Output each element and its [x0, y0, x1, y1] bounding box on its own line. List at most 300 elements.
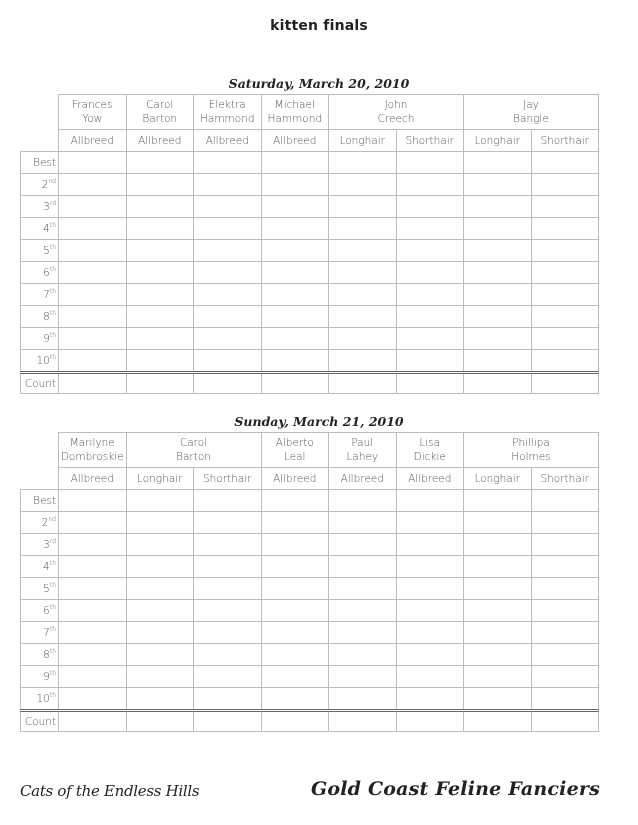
entry-cell[interactable] — [194, 688, 262, 711]
placement-number: 9 — [43, 332, 50, 345]
entry-cell[interactable] — [531, 284, 599, 306]
judge-last-name: Barton — [176, 451, 211, 463]
entry-cell[interactable] — [261, 644, 329, 666]
entry-cell[interactable] — [329, 262, 397, 284]
ring-type: Shorthair — [396, 130, 464, 152]
entry-cell[interactable] — [329, 218, 397, 240]
entry-cell[interactable] — [194, 262, 262, 284]
entry-cell[interactable] — [329, 490, 397, 512]
judge-first-name: Elektra — [208, 99, 246, 111]
entry-cell[interactable] — [194, 622, 262, 644]
entry-cell[interactable] — [59, 196, 127, 218]
judge-last-name: Dombroskie — [60, 451, 124, 463]
entry-cell[interactable] — [531, 306, 599, 328]
judge-last-name: Leal — [284, 451, 306, 463]
placement-row — [21, 578, 599, 600]
placement-row — [21, 306, 599, 328]
placement-label — [21, 152, 59, 174]
entry-cell[interactable] — [59, 688, 127, 711]
saturday-heading: Saturday, March 20, 2010 — [228, 76, 410, 91]
placement-label — [21, 350, 59, 373]
placement-row — [21, 218, 599, 240]
placement-label — [21, 218, 59, 240]
entry-cell[interactable] — [126, 196, 194, 218]
entry-cell[interactable] — [261, 284, 329, 306]
count-cell[interactable] — [531, 373, 599, 394]
entry-cell[interactable] — [329, 666, 397, 688]
judge-last-name: Creech — [377, 113, 415, 125]
count-cell[interactable] — [531, 711, 599, 732]
entry-cell[interactable] — [464, 644, 532, 666]
entry-cell[interactable] — [329, 644, 397, 666]
judge-name — [126, 433, 261, 468]
placement-row — [21, 622, 599, 644]
entry-cell[interactable] — [194, 578, 262, 600]
entry-cell[interactable] — [59, 644, 127, 666]
entry-cell[interactable] — [126, 644, 194, 666]
count-cell[interactable] — [126, 711, 194, 732]
entry-cell[interactable] — [59, 174, 127, 196]
entry-cell[interactable] — [261, 622, 329, 644]
entry-cell[interactable] — [531, 688, 599, 711]
placement-suffix: nd — [48, 515, 56, 523]
entry-cell[interactable] — [396, 152, 464, 174]
placement-label — [21, 512, 59, 534]
entry-cell[interactable] — [126, 240, 194, 262]
count-cell[interactable] — [464, 373, 532, 394]
placement-suffix: th — [49, 691, 56, 699]
entry-cell[interactable] — [464, 490, 532, 512]
entry-cell[interactable] — [464, 152, 532, 174]
judge-first-name: Carol — [179, 437, 208, 449]
count-cell[interactable] — [194, 711, 262, 732]
entry-cell[interactable] — [126, 306, 194, 328]
entry-cell[interactable] — [261, 240, 329, 262]
entry-cell[interactable] — [59, 240, 127, 262]
placement-suffix: th — [49, 309, 56, 317]
count-cell[interactable] — [261, 373, 329, 394]
entry-cell[interactable] — [59, 534, 127, 556]
entry-cell[interactable] — [464, 350, 532, 373]
sunday-table — [20, 432, 599, 732]
entry-cell[interactable] — [396, 600, 464, 622]
placement-label — [21, 174, 59, 196]
page-title: kitten finals — [270, 18, 368, 34]
judge-name — [464, 95, 599, 130]
placement-suffix: th — [49, 265, 56, 273]
entry-cell[interactable] — [194, 174, 262, 196]
entry-cell[interactable] — [194, 284, 262, 306]
entry-cell[interactable] — [261, 174, 329, 196]
entry-cell[interactable] — [464, 306, 532, 328]
entry-cell[interactable] — [464, 196, 532, 218]
entry-cell[interactable] — [59, 622, 127, 644]
count-cell[interactable] — [261, 711, 329, 732]
table-body — [21, 433, 599, 732]
entry-cell[interactable] — [531, 534, 599, 556]
saturday-table — [20, 94, 599, 394]
entry-cell[interactable] — [261, 350, 329, 373]
placement-number: Best — [33, 494, 56, 507]
placement-row — [21, 152, 599, 174]
count-cell[interactable] — [194, 373, 262, 394]
entry-cell[interactable] — [531, 578, 599, 600]
placement-number: 7 — [43, 288, 50, 301]
entry-cell[interactable] — [396, 534, 464, 556]
entry-cell[interactable] — [261, 490, 329, 512]
placement-number: 2 — [41, 178, 49, 191]
entry-cell[interactable] — [464, 240, 532, 262]
entry-cell[interactable] — [464, 578, 532, 600]
entry-cell[interactable] — [329, 174, 397, 196]
entry-cell[interactable] — [329, 512, 397, 534]
entry-cell[interactable] — [396, 284, 464, 306]
entry-cell[interactable] — [396, 196, 464, 218]
ring-type: Allbreed — [261, 468, 329, 490]
entry-cell[interactable] — [531, 174, 599, 196]
entry-cell[interactable] — [464, 328, 532, 350]
entry-cell[interactable] — [396, 666, 464, 688]
entry-cell[interactable] — [194, 218, 262, 240]
placement-row — [21, 666, 599, 688]
entry-cell[interactable] — [531, 556, 599, 578]
entry-cell[interactable] — [261, 666, 329, 688]
judge-last-name: Hammond — [267, 113, 323, 125]
placement-row — [21, 328, 599, 350]
placement-row — [21, 534, 599, 556]
placement-label — [21, 196, 59, 218]
judge-first-name: Alberto — [275, 437, 314, 449]
entry-cell[interactable] — [126, 490, 194, 512]
judge-last-name: Holmes — [511, 451, 551, 463]
placement-number: 9 — [43, 670, 50, 683]
entry-cell[interactable] — [194, 644, 262, 666]
ring-type-row — [21, 468, 599, 490]
entry-cell[interactable] — [464, 666, 532, 688]
count-cell[interactable] — [464, 711, 532, 732]
placement-suffix: th — [49, 243, 56, 251]
entry-cell[interactable] — [329, 600, 397, 622]
entry-cell[interactable] — [396, 622, 464, 644]
ring-type: Allbreed — [194, 130, 262, 152]
entry-cell[interactable] — [396, 240, 464, 262]
entry-cell[interactable] — [464, 512, 532, 534]
judge-name — [126, 95, 194, 130]
entry-cell[interactable] — [464, 534, 532, 556]
placement-suffix: th — [49, 669, 56, 677]
placement-label — [21, 534, 59, 556]
judge-name — [329, 433, 397, 468]
placement-number: 7 — [43, 626, 50, 639]
judge-first-name: Michael — [274, 99, 315, 111]
ring-type: Longhair — [464, 130, 532, 152]
entry-cell[interactable] — [396, 512, 464, 534]
entry-cell[interactable] — [126, 174, 194, 196]
entry-cell[interactable] — [531, 512, 599, 534]
count-cell[interactable] — [59, 711, 127, 732]
placement-number: 6 — [43, 604, 50, 617]
count-cell[interactable] — [126, 373, 194, 394]
count-cell[interactable] — [59, 373, 127, 394]
entry-cell[interactable] — [396, 218, 464, 240]
entry-cell[interactable] — [126, 512, 194, 534]
entry-cell[interactable] — [464, 174, 532, 196]
corner-cell — [21, 468, 59, 490]
entry-cell[interactable] — [531, 262, 599, 284]
placement-label — [21, 688, 59, 711]
entry-cell[interactable] — [329, 578, 397, 600]
placement-suffix: nd — [48, 177, 56, 185]
entry-cell[interactable] — [464, 556, 532, 578]
entry-cell[interactable] — [194, 534, 262, 556]
ring-type: Allbreed — [396, 468, 464, 490]
entry-cell[interactable] — [194, 306, 262, 328]
entry-cell[interactable] — [261, 306, 329, 328]
count-cell[interactable] — [329, 711, 397, 732]
entry-cell[interactable] — [261, 578, 329, 600]
placement-number: 5 — [43, 244, 50, 257]
placement-row — [21, 556, 599, 578]
entry-cell[interactable] — [396, 556, 464, 578]
entry-cell[interactable] — [194, 556, 262, 578]
count-cell[interactable] — [329, 373, 397, 394]
entry-cell[interactable] — [59, 490, 127, 512]
judge-first-name: Lisa — [419, 437, 441, 449]
entry-cell[interactable] — [531, 350, 599, 373]
entry-cell[interactable] — [194, 240, 262, 262]
entry-cell[interactable] — [194, 350, 262, 373]
entry-cell[interactable] — [464, 218, 532, 240]
count-row — [21, 373, 599, 394]
judge-last-name: Yow — [82, 113, 103, 125]
entry-cell[interactable] — [396, 262, 464, 284]
placement-number: Best — [33, 156, 56, 169]
entry-cell[interactable] — [261, 152, 329, 174]
entry-cell[interactable] — [531, 666, 599, 688]
entry-cell[interactable] — [59, 306, 127, 328]
entry-cell[interactable] — [396, 578, 464, 600]
entry-cell[interactable] — [531, 328, 599, 350]
ring-type: Shorthair — [194, 468, 262, 490]
placement-label — [21, 262, 59, 284]
entry-cell[interactable] — [329, 240, 397, 262]
ring-type-row — [21, 130, 599, 152]
entry-cell[interactable] — [126, 328, 194, 350]
placement-suffix: th — [49, 625, 56, 633]
entry-cell[interactable] — [531, 196, 599, 218]
entry-cell[interactable] — [464, 688, 532, 711]
placement-number: 10 — [36, 354, 50, 367]
entry-cell[interactable] — [531, 218, 599, 240]
entry-cell[interactable] — [261, 218, 329, 240]
entry-cell[interactable] — [464, 622, 532, 644]
judge-first-name: Frances — [72, 99, 113, 111]
judge-first-name: Phillipa — [512, 437, 550, 449]
entry-cell[interactable] — [329, 328, 397, 350]
placement-label — [21, 666, 59, 688]
entry-cell[interactable] — [59, 600, 127, 622]
entry-cell[interactable] — [396, 490, 464, 512]
entry-cell[interactable] — [329, 350, 397, 373]
placement-row — [21, 174, 599, 196]
placement-number: 2 — [41, 516, 49, 529]
judge-last-name: Dickie — [413, 451, 446, 463]
judge-first-name: Jay — [523, 99, 539, 111]
judge-last-name: Hammond — [199, 113, 255, 125]
placement-suffix: th — [49, 287, 56, 295]
judge-name — [194, 95, 262, 130]
entry-cell[interactable] — [194, 490, 262, 512]
ring-type: Longhair — [464, 468, 532, 490]
entry-cell[interactable] — [59, 556, 127, 578]
entry-cell[interactable] — [126, 152, 194, 174]
entry-cell[interactable] — [396, 174, 464, 196]
entry-cell[interactable] — [126, 688, 194, 711]
judge-name — [396, 433, 464, 468]
judge-last-name: Lahey — [346, 451, 379, 463]
entry-cell[interactable] — [194, 328, 262, 350]
ring-type: Allbreed — [59, 468, 127, 490]
sunday-heading: Sunday, March 21, 2010 — [234, 414, 404, 429]
judge-name — [59, 433, 127, 468]
entry-cell[interactable] — [126, 350, 194, 373]
placement-row — [21, 688, 599, 711]
placement-number: 4 — [43, 222, 50, 235]
entry-cell[interactable] — [329, 534, 397, 556]
placement-label — [21, 284, 59, 306]
entry-cell[interactable] — [126, 262, 194, 284]
placement-suffix: th — [49, 581, 56, 589]
entry-cell[interactable] — [194, 666, 262, 688]
entry-cell[interactable] — [126, 284, 194, 306]
entry-cell[interactable] — [126, 666, 194, 688]
entry-cell[interactable] — [194, 512, 262, 534]
placement-row — [21, 512, 599, 534]
entry-cell[interactable] — [329, 688, 397, 711]
entry-cell[interactable] — [126, 556, 194, 578]
judge-row — [21, 433, 599, 468]
entry-cell[interactable] — [531, 152, 599, 174]
entry-cell[interactable] — [261, 600, 329, 622]
entry-cell[interactable] — [194, 196, 262, 218]
placement-number: 5 — [43, 582, 50, 595]
entry-cell[interactable] — [329, 152, 397, 174]
placement-number: 8 — [43, 310, 50, 323]
entry-cell[interactable] — [261, 688, 329, 711]
entry-cell[interactable] — [126, 622, 194, 644]
entry-cell[interactable] — [59, 328, 127, 350]
entry-cell[interactable] — [531, 490, 599, 512]
placement-row — [21, 262, 599, 284]
entry-cell[interactable] — [126, 600, 194, 622]
entry-cell[interactable] — [59, 218, 127, 240]
entry-cell[interactable] — [261, 534, 329, 556]
entry-cell[interactable] — [531, 644, 599, 666]
entry-cell[interactable] — [464, 600, 532, 622]
placement-label — [21, 240, 59, 262]
placement-suffix: th — [49, 221, 56, 229]
table-body — [21, 95, 599, 394]
entry-cell[interactable] — [261, 262, 329, 284]
placement-suffix: th — [49, 331, 56, 339]
ring-type: Allbreed — [126, 130, 194, 152]
entry-cell[interactable] — [194, 600, 262, 622]
entry-cell[interactable] — [126, 218, 194, 240]
entry-cell[interactable] — [59, 152, 127, 174]
placement-number: 3 — [43, 538, 50, 551]
entry-cell[interactable] — [59, 666, 127, 688]
placement-row — [21, 240, 599, 262]
ring-type: Shorthair — [531, 468, 599, 490]
entry-cell[interactable] — [531, 622, 599, 644]
entry-cell[interactable] — [126, 578, 194, 600]
entry-cell[interactable] — [59, 350, 127, 373]
entry-cell[interactable] — [329, 556, 397, 578]
entry-cell[interactable] — [59, 262, 127, 284]
judge-first-name: Paul — [351, 437, 374, 449]
entry-cell[interactable] — [464, 262, 532, 284]
placement-row — [21, 196, 599, 218]
entry-cell[interactable] — [261, 512, 329, 534]
entry-cell[interactable] — [396, 306, 464, 328]
placement-label — [21, 328, 59, 350]
placement-number: 8 — [43, 648, 50, 661]
judge-first-name: John — [384, 99, 408, 111]
entry-cell[interactable] — [126, 534, 194, 556]
entry-cell[interactable] — [59, 578, 127, 600]
ring-type: Longhair — [126, 468, 194, 490]
entry-cell[interactable] — [261, 556, 329, 578]
placement-row — [21, 284, 599, 306]
entry-cell[interactable] — [329, 284, 397, 306]
placement-suffix: th — [49, 353, 56, 361]
count-label: Count — [21, 711, 59, 732]
corner-cell — [21, 95, 59, 130]
entry-cell[interactable] — [464, 284, 532, 306]
placement-suffix: rd — [49, 199, 56, 207]
entry-cell[interactable] — [261, 196, 329, 218]
placement-label — [21, 306, 59, 328]
entry-cell[interactable] — [329, 622, 397, 644]
entry-cell[interactable] — [329, 306, 397, 328]
judge-name — [59, 95, 127, 130]
entry-cell[interactable] — [531, 600, 599, 622]
entry-cell[interactable] — [59, 512, 127, 534]
ring-type: Allbreed — [261, 130, 329, 152]
ring-type: Shorthair — [531, 130, 599, 152]
placement-suffix: rd — [49, 537, 56, 545]
placement-suffix: th — [49, 603, 56, 611]
corner-cell — [21, 433, 59, 468]
count-cell[interactable] — [396, 711, 464, 732]
entry-cell[interactable] — [59, 284, 127, 306]
entry-cell[interactable] — [194, 152, 262, 174]
entry-cell[interactable] — [396, 328, 464, 350]
placement-row — [21, 644, 599, 666]
entry-cell[interactable] — [531, 240, 599, 262]
judge-first-name: Carol — [146, 99, 174, 111]
placement-label — [21, 622, 59, 644]
judge-name — [329, 95, 464, 130]
entry-cell[interactable] — [396, 644, 464, 666]
entry-cell[interactable] — [329, 196, 397, 218]
placement-number: 3 — [43, 200, 50, 213]
judge-name — [261, 95, 329, 130]
count-cell[interactable] — [396, 373, 464, 394]
entry-cell[interactable] — [396, 688, 464, 711]
entry-cell[interactable] — [396, 350, 464, 373]
entry-cell[interactable] — [261, 328, 329, 350]
